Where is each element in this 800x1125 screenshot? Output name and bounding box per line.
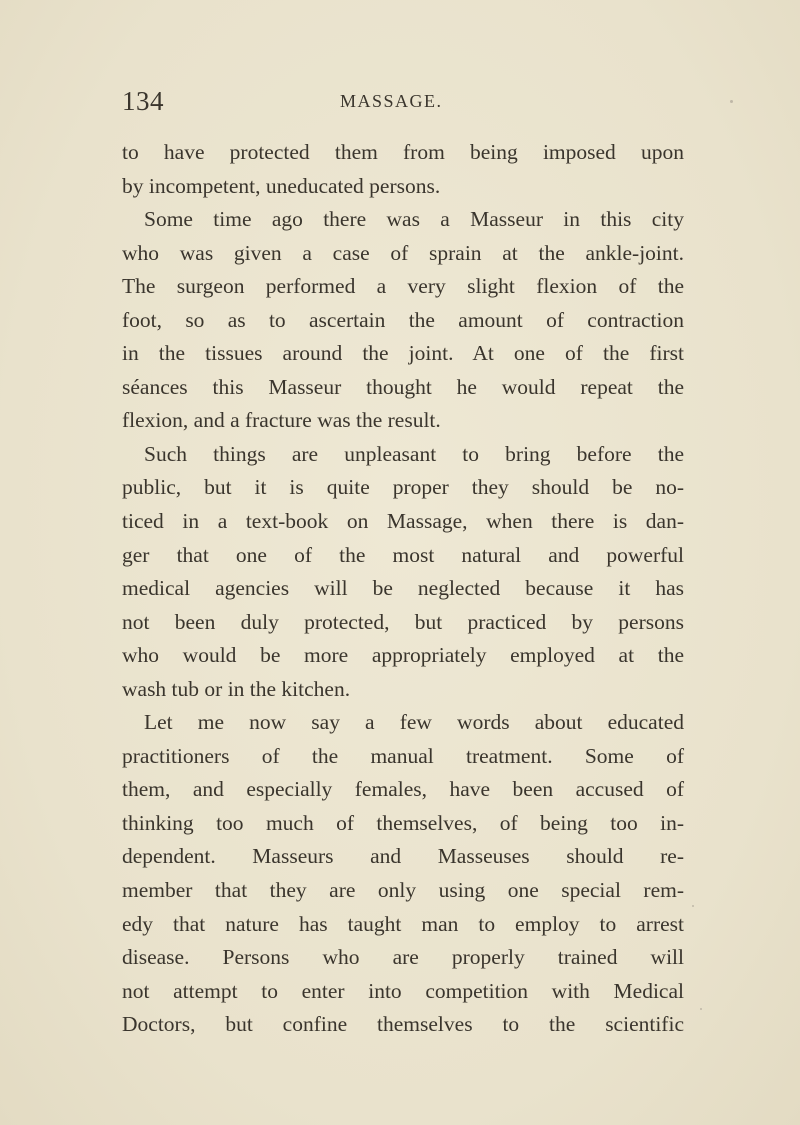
page-number: 134 <box>122 86 164 116</box>
text-line: dependent. Masseurs and Masseuses should re- <box>122 844 684 869</box>
page-header-title: MASSAGE. <box>340 91 443 111</box>
text-line: disease. Persons who are properly trained will <box>122 945 684 970</box>
text-line: in the tissues around the joint. At one of the first <box>122 341 684 366</box>
text-line: Some time ago there was a Masseur in this city <box>144 207 684 232</box>
text-line: to have protected them from being imposed upon <box>122 140 684 164</box>
text-line: Doctors, but confine themselves to the scientific <box>122 1012 684 1037</box>
body-text <box>122 136 684 1042</box>
text-line: member that they are only using one special rem- <box>122 878 684 903</box>
text-line: by incompetent, uneducated persons. <box>122 173 441 198</box>
text-line: practitioners of the manual treatment. Some of <box>122 743 684 768</box>
text-line: ticed in a text-book on Massage, when there is dan- <box>122 509 684 534</box>
text-line: The surgeon performed a very slight flexion of the <box>122 274 684 299</box>
text-line: séances this Masseur thought he would repeat the <box>122 374 684 399</box>
running-header <box>122 86 682 120</box>
text-line: who was given a case of sprain at the ankle-joint. <box>122 240 684 265</box>
text-line: not been duly protected, but practiced by persons <box>122 609 684 634</box>
text-line: them, and especially females, have been accused of <box>122 777 684 802</box>
text-line: public, but it is quite proper they should be no- <box>122 475 684 500</box>
paper-speck <box>730 100 733 103</box>
text-line: wash tub or in the kitchen. <box>122 676 351 701</box>
paper-speck <box>700 1008 702 1010</box>
text-line: medical agencies will be neglected because it has <box>122 576 684 601</box>
text-line: ger that one of the most natural and powerful <box>122 542 684 567</box>
text-line: who would be more appropriately employed at the <box>122 643 684 668</box>
text-line: edy that nature has taught man to employ to arrest <box>122 911 684 936</box>
text-line: thinking too much of themselves, of being too in- <box>122 810 684 835</box>
text-line: Such things are unpleasant to bring before the <box>144 441 684 466</box>
text-line: flexion, and a fracture was the result. <box>122 408 441 433</box>
text-line: not attempt to enter into competition with Medical <box>122 978 684 1003</box>
text-line: foot, so as to ascertain the amount of contraction <box>122 307 684 332</box>
text-line: Let me now say a few words about educated <box>144 710 684 735</box>
paper-speck <box>692 905 694 907</box>
